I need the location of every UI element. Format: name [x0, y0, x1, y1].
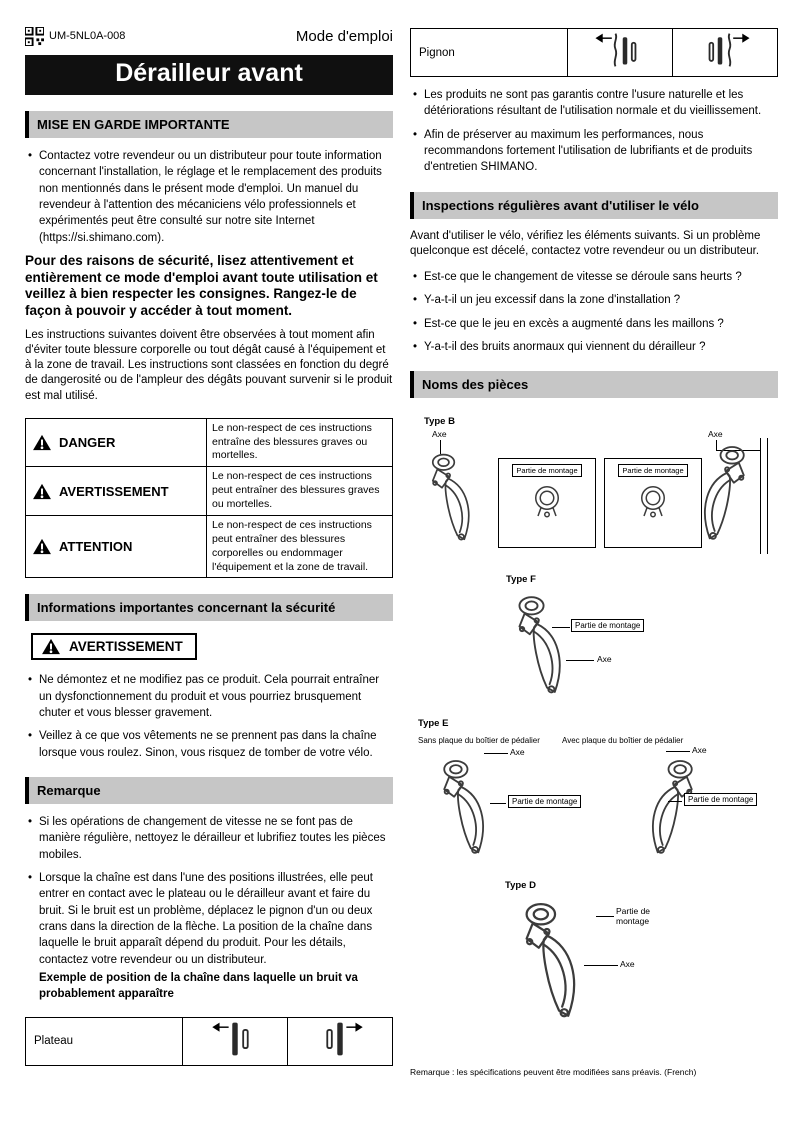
- remarque-list: [25, 814, 393, 1003]
- document-header: [25, 25, 393, 47]
- front-derailleur-drawing: [684, 442, 762, 550]
- mount-label: Partie de montage: [618, 464, 687, 477]
- section-safety-info: Informations importantes concernant la sécurité: [25, 594, 393, 621]
- front-derailleur-drawing: [506, 898, 598, 1030]
- axe-label: Axe: [597, 654, 612, 665]
- front-derailleur-drawing: [632, 756, 710, 864]
- pignon-label-cell: Pignon: [411, 29, 568, 77]
- safety-info-list: [25, 672, 393, 761]
- plateau-diagram-cell: [288, 1017, 393, 1065]
- leader-line: [552, 627, 570, 628]
- front-derailleur-drawing: [500, 592, 582, 704]
- plateau-diagram-cell: [183, 1017, 288, 1065]
- type-d-label: Type D: [505, 880, 536, 892]
- list-item: • Afin de préserver au maximum les performances, nous recommandons fortement l'utilisation de lubrifiants et de produits d'entretien SHIMANO.: [413, 127, 778, 176]
- document-number: UM-5NL0A-008: [49, 30, 126, 42]
- front-derailleur-drawing: [426, 756, 504, 864]
- type-e-right-caption: Avec plaque du boîtier de pédalier: [562, 736, 684, 746]
- safety-bold-paragraph: Pour des raisons de sécurité, lisez attentivement et entièrement ce mode d'emploi avant toute utilisation et veillez à bien respecter les consignes. Rangez-le de façon à pouvoir y accéder à tout moment.: [25, 252, 378, 319]
- type-e-label: Type E: [418, 718, 449, 730]
- severity-text-cell: Le non-respect de ces instructions entraîne des blessures graves ou mortelles.: [207, 418, 393, 467]
- axe-label: Axe: [510, 747, 525, 758]
- mount-label: Partie de montage: [512, 464, 581, 477]
- warning-triangle-icon: [32, 483, 52, 500]
- list-item: • Veillez à ce que vos vêtements ne se prennent pas dans la chaîne lorsque vous roulez. Sinon, vous risquez de tomber de votre vélo.: [28, 728, 393, 761]
- type-e-left-caption: Sans plaque du boîtier de pédalier: [418, 736, 540, 746]
- type-b-label: Type B: [424, 416, 455, 428]
- table-row: [26, 1017, 393, 1065]
- document-id: [25, 27, 125, 46]
- clamp-drawing: [632, 478, 674, 524]
- document-type: Mode d'emploi: [295, 27, 393, 45]
- sprocket-diagram-icon: [575, 30, 665, 70]
- severity-label-cell: [26, 467, 207, 516]
- mount-label: Partie de montage: [616, 906, 651, 927]
- severity-text-cell: Le non-respect de ces instructions peut entraîner des blessures corporelles ou endommager l'équipement et la zone de travail.: [207, 515, 393, 577]
- leader-line: [666, 751, 690, 752]
- table-row: [411, 29, 778, 77]
- list-item: • Est-ce que le jeu en excès a augmenté dans les maillons ?: [413, 316, 778, 332]
- list-item: • Ne démontez et ne modifiez pas ce produit. Cela pourrait entraîner un dysfonctionnement du produit et vous pourriez brusquement chuter et vous blesser gravement.: [28, 672, 393, 721]
- page-title: Dérailleur avant: [25, 55, 393, 95]
- warning-triangle-icon: [32, 434, 52, 451]
- mount-label: Partie de montage: [508, 795, 581, 808]
- warning-box-label: AVERTISSEMENT: [69, 639, 183, 655]
- pignon-diagram-cell: [673, 29, 778, 77]
- footer-note: Remarque : les spécifications peuvent être modifiées sans préavis. (French): [410, 1067, 697, 1078]
- remarque-text: Lorsque la chaîne est dans l'une des positions illustrées, elle peut entrer en contact avec le plateau ou le dérailleur avant et faire du bruit. Si le bruit est un problème, déplacez le pignon d'un ou deux crans dans la direction de la flèche. La position de la chaîne dans laquelle le bruit apparaît dépend du produit. Pour les détails, contactez votre revendeur ou un distributeur.: [39, 871, 373, 966]
- mount-label: Partie de montage: [684, 793, 757, 806]
- front-derailleur-drawing: [416, 450, 488, 550]
- section-important-notice: MISE EN GARDE IMPORTANTE: [25, 111, 393, 138]
- right-column: [410, 25, 778, 1077]
- severity-label: AVERTISSEMENT: [59, 483, 169, 499]
- severity-label-cell: [26, 515, 207, 577]
- leader-line: [566, 660, 594, 661]
- mount-panel: [498, 458, 596, 548]
- list-item: • Contactez votre revendeur ou un distributeur pour toute information concernant l'installation, le réglage et le remplacement des produits non mentionnés dans le présent mode d'emploi. Un manuel du revendeur à l'attention des mécaniciens vélo professionnels et expérimentés peut être consulté sur notre site Internet (https://si.shimano.com).: [28, 148, 393, 246]
- table-row: [26, 467, 393, 516]
- section-remarque: Remarque: [25, 777, 393, 804]
- plateau-table: [25, 1017, 393, 1066]
- clamp-drawing: [526, 478, 568, 524]
- severity-label: ATTENTION: [59, 539, 133, 555]
- general-notes-list: [410, 87, 778, 176]
- section-parts-names: Noms des pièces: [410, 371, 778, 398]
- instructions-paragraph: Les instructions suivantes doivent être observées à tout moment afin d'éviter toute blessure corporelle ou tout dégât causé à l'équipement et à la zone de travail. Les instructions sont classées en fonction du degré de dangerosité ou de l'ampleur des dégâts pouvant survenir si le produit est mal utilisé.: [25, 328, 393, 402]
- axe-label: Axe: [620, 959, 635, 970]
- section-inspections: Inspections régulières avant d'utiliser le vélo: [410, 192, 778, 219]
- type-f-label: Type F: [506, 574, 536, 586]
- chainring-diagram-icon: [295, 1019, 385, 1059]
- severity-label-cell: [26, 418, 207, 467]
- list-item: • Y-a-t-il un jeu excessif dans la zone d'installation ?: [413, 292, 778, 308]
- list-item: • Est-ce que le changement de vitesse se déroule sans heurts ?: [413, 269, 778, 285]
- warning-triangle-icon: [32, 538, 52, 555]
- mount-label: Partie de montage: [571, 619, 644, 632]
- warning-triangle-icon: [41, 638, 61, 655]
- pignon-table: [410, 28, 778, 77]
- pignon-diagram-cell: [568, 29, 673, 77]
- frame-tube-line: [767, 438, 768, 554]
- list-item: • Si les opérations de changement de vitesse ne se font pas de manière régulière, nettoyez le dérailleur et lubrifiez toutes les pièces mobiles.: [28, 814, 393, 863]
- qr-code-icon: [25, 27, 44, 46]
- list-item: [28, 870, 393, 1003]
- severity-table: [25, 418, 393, 579]
- axe-label: Axe: [708, 429, 723, 440]
- frame-tube-line: [760, 438, 761, 554]
- remarque-bold-example: Exemple de position de la chaîne dans laquelle un bruit va probablement apparaître: [39, 971, 358, 1001]
- sprocket-diagram-icon: [680, 30, 770, 70]
- leader-line: [584, 965, 618, 966]
- chainring-diagram-icon: [190, 1019, 280, 1059]
- list-item: • Y-a-t-il des bruits anormaux qui viennent du dérailleur ?: [413, 339, 778, 355]
- axe-label: Axe: [692, 745, 707, 756]
- inspections-list: [410, 269, 778, 355]
- table-row: [26, 515, 393, 577]
- leader-line: [490, 803, 506, 804]
- table-row: [26, 418, 393, 467]
- warning-box: [31, 633, 197, 660]
- inspections-intro: Avant d'utiliser le vélo, vérifiez les éléments suivants. Si un problème quelconque est décelé, contactez votre revendeur ou un distributeur.: [410, 229, 761, 257]
- list-item: • Les produits ne sont pas garantis contre l'usure naturelle et les détériorations résultant de l'utilisation normale et du vieillissement.: [413, 87, 778, 120]
- leader-line: [484, 753, 508, 754]
- plateau-label-cell: Plateau: [26, 1017, 183, 1065]
- leader-line: [596, 916, 614, 917]
- severity-label: DANGER: [59, 435, 116, 451]
- important-notice-list: [25, 148, 393, 246]
- severity-text-cell: Le non-respect de ces instructions peut entraîner des blessures graves ou mortelles.: [207, 467, 393, 516]
- parts-diagrams: [410, 408, 778, 1053]
- leader-line: [668, 801, 682, 802]
- left-column: [25, 25, 393, 1066]
- axe-label: Axe: [432, 429, 447, 440]
